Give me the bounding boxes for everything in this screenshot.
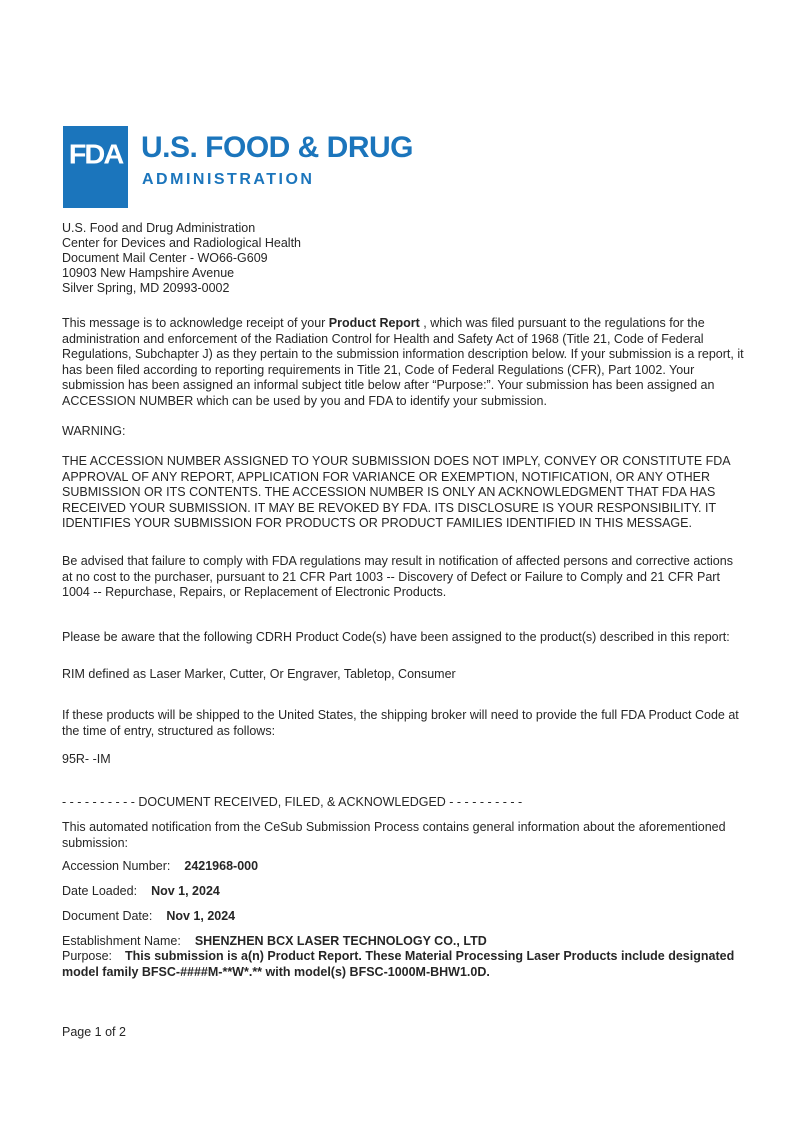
page-indicator: Page 1 of 2 — [62, 1025, 126, 1039]
product-report-bold: Product Report — [328, 316, 420, 330]
fda-wordmark-title: U.S. FOOD & DRUG — [141, 131, 414, 164]
field-label: Document Date: — [62, 909, 153, 923]
fda-product-code: 95R- -IM — [62, 752, 111, 766]
field-document-date — [62, 909, 746, 925]
warning-paragraph: THE ACCESSION NUMBER ASSIGNED TO YOUR SUBMISSION DOES NOT IMPLY, CONVEY OR CONSTITUTE FDA APPROVAL OF ANY REPORT, APPLICATION FOR VARIANCE OR EXEMPTION, NOTIFICATION, OR ANY OTHER SUBMISSION OR ITS CONTENTS. THE ACCESSION NUMBER IS ONLY AN ACKNOWLEDGMENT THAT FDA HAS RECEIVED YOUR SUBMISSION. IT MAY BE REVOKED BY FDA. ITS DISCLOSURE IS YOUR RESPONSIBILITY. IT IDENTIFIES YOUR SUBMISSION FOR PRODUCTS OR PRODUCT FAMILIES IDENTIFIED IN THIS MESSAGE. — [62, 454, 730, 530]
field-purpose — [62, 949, 746, 980]
shipping-intro: If these products will be shipped to the United States, the shipping broker will need to provide the full FDA Product Code at the time of entry, structured as follows: — [62, 708, 739, 738]
field-label: Accession Number: — [62, 859, 171, 873]
fda-logo-text: FDA — [68, 139, 123, 171]
field-value: 2421968-000 — [184, 859, 259, 873]
field-label: Date Loaded: — [62, 884, 138, 898]
field-value: SHENZHEN BCX LASER TECHNOLOGY CO., LTD — [194, 934, 487, 948]
field-accession-number — [62, 859, 746, 875]
product-code-intro: Please be aware that the following CDRH Product Code(s) have been assigned to the product(s) described in this report: — [62, 630, 730, 644]
received-note: This automated notification from the CeSub Submission Process contains general information about the aforementioned submission: — [62, 820, 726, 850]
address-line: U.S. Food and Drug Administration — [62, 221, 256, 235]
field-date-loaded — [62, 884, 746, 900]
intro-paragraph — [62, 316, 746, 409]
field-establishment-name — [62, 934, 746, 950]
field-label: Establishment Name: — [62, 934, 181, 948]
intro-text-after: , which was filed pursuant to the regulations for the administration and enforcement of the Radiation Control for Health and Safety Act of 1968 (Title 21, Code of Federal Regulations, Subchapter J) as they pertain to the submission information description below. If your submission is a report, it has been filed according to reporting requirements in Title 21, Code of Federal Regulations (CFR), Part 1002. Your submission has been assigned an informal subject title below after “Purpose:”. Your submission has been assigned an ACCESSION NUMBER which can be used by you and FDA to identify your submission. — [62, 316, 744, 408]
compliance-paragraph: Be advised that failure to comply with FDA regulations may result in notification of affected persons and corrective actions at no cost to the purchaser, pursuant to 21 CFR Part 1003 -- Discovery of Defect or Failure to Comply and 21 CFR Part 1004 -- Repurchase, Repairs, or Replacement of Electronic Products. — [62, 554, 733, 599]
address-line: Center for Devices and Radiological Health — [62, 236, 302, 250]
product-code-line: RIM defined as Laser Marker, Cutter, Or Engraver, Tabletop, Consumer — [62, 667, 456, 681]
field-value: Nov 1, 2024 — [151, 884, 220, 898]
warning-label: WARNING: — [62, 424, 126, 438]
address-line: Silver Spring, MD 20993-0002 — [62, 281, 230, 295]
purpose-label: Purpose: — [62, 949, 113, 963]
sender-address-block — [62, 221, 746, 296]
received-divider: - - - - - - - - - - DOCUMENT RECEIVED, FILED, & ACKNOWLEDGED - - - - - - - - - - — [62, 795, 523, 809]
fda-logo — [63, 126, 128, 208]
address-line: 10903 New Hampshire Avenue — [62, 266, 235, 280]
field-value: Nov 1, 2024 — [166, 909, 236, 923]
address-line: Document Mail Center - WO66-G609 — [62, 251, 268, 265]
purpose-value: This submission is a(n) Product Report. These Material Processing Laser Products include designated model family BFSC-####M-**W*.** with model(s) BFSC-1000M-BHW1.0D. — [62, 949, 735, 979]
intro-text-before: This message is to acknowledge receipt of your — [62, 316, 329, 330]
fda-wordmark-subtitle: ADMINISTRATION — [142, 171, 315, 188]
